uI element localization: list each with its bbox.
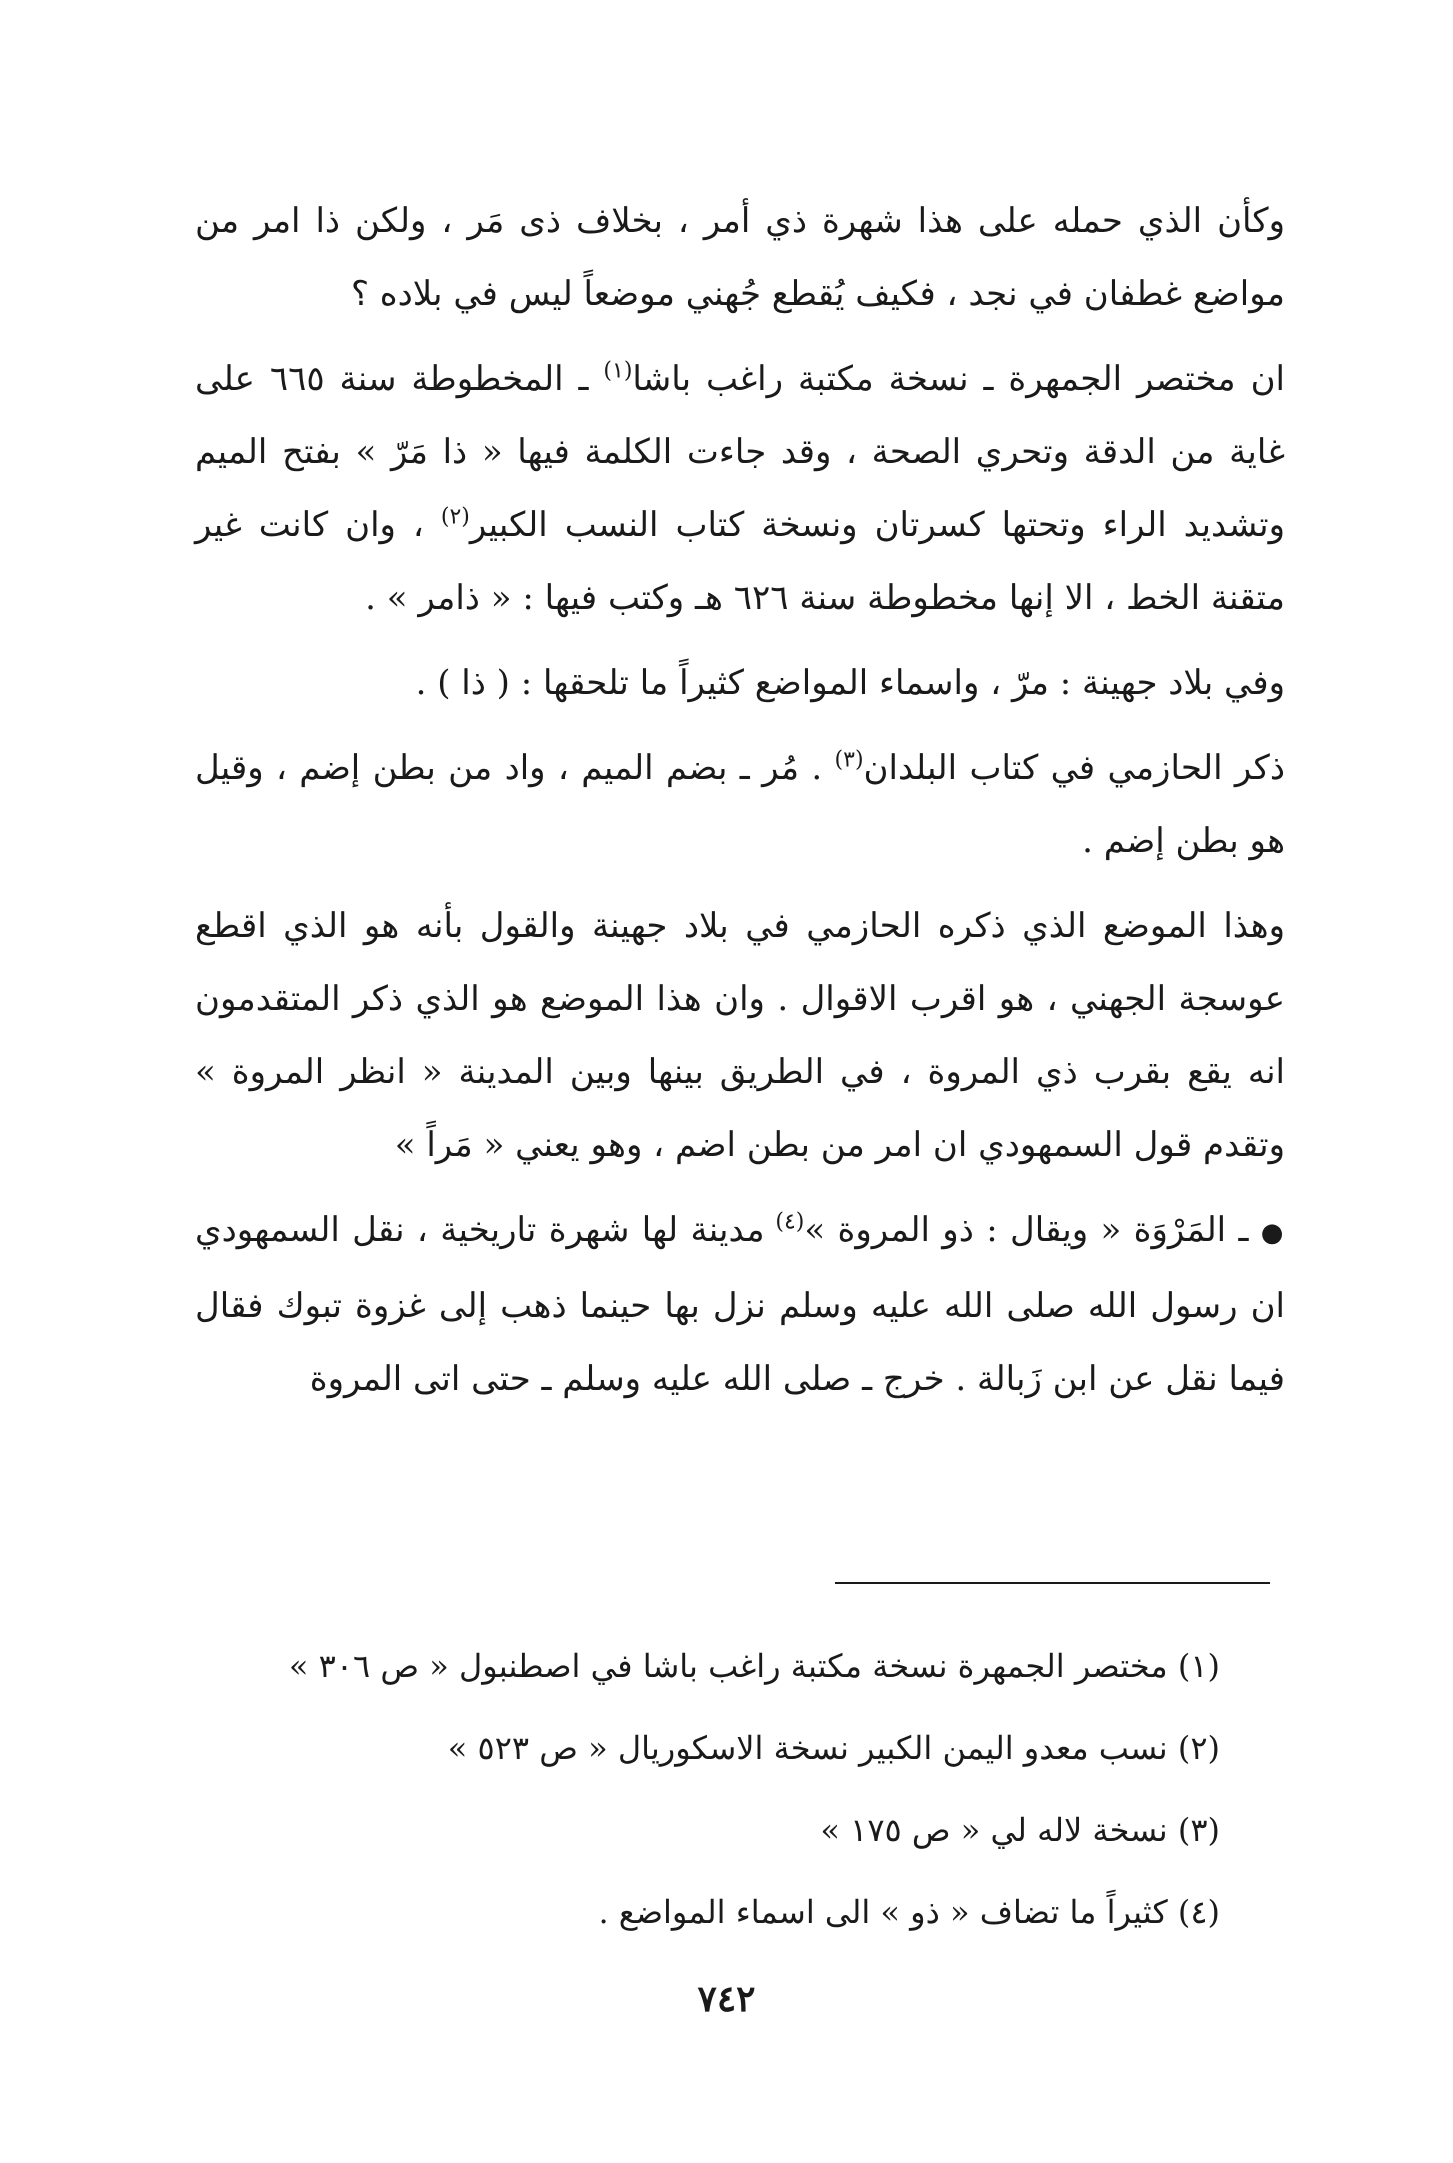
- paragraph-2: [195, 343, 1285, 635]
- paragraph-4-text-b: . مُر ـ بضم الميم ، واد من بطن إضم ، وقيل هو بطن إضم .: [195, 748, 1285, 861]
- paragraph-4: [195, 732, 1285, 878]
- footnote-divider: [835, 1582, 1270, 1584]
- footnote-ref-2: (٢): [440, 504, 470, 530]
- footnote-2: (٢) نسب معدو اليمن الكبير نسخة الاسكوريال « ص ٥٢٣ »: [447, 1729, 1220, 1767]
- footnote-1: (١) مختصر الجمهرة نسخة مكتبة راغب باشا في اصطنبول « ص ٣٠٦ »: [288, 1647, 1220, 1685]
- footnote-ref-4: (٤): [775, 1209, 805, 1235]
- paragraph-6: [195, 1194, 1285, 1416]
- paragraph-2-text-b: ـ المخطوطة سنة ٦٦٥ على غاية من الدقة وتحري الصحة ، وقد جاءت الكلمة فيها « ذا مَرّ » بفتح الميم وتشديد الراء وتحتها كسرتان ونسخة كتاب النسب الكبير: [195, 359, 1286, 545]
- paragraph-2-text-a: ان مختصر الجمهرة ـ نسخة مكتبة راغب باشا: [632, 359, 1285, 399]
- paragraph-3: وفي بلاد جهينة : مرّ ، واسماء المواضع كثيراً ما تلحقها : ( ذا ) .: [415, 663, 1285, 703]
- paragraph-6-text-a: ـ المَرْوَة « ويقال : ذو المروة »: [804, 1210, 1261, 1250]
- main-text: [195, 185, 1285, 1428]
- page-number: ٧٤٢: [697, 1978, 756, 2020]
- footnote-ref-3: (٣): [834, 747, 864, 773]
- paragraph-1: وكأن الذي حمله على هذا شهرة ذي أمر ، بخلاف ذى مَر ، ولكن ذا امر من مواضع غطفان في نجد ، فكيف يُقطع جُهني موضعاً ليس في بلاده ؟: [195, 201, 1285, 314]
- footnote-3: (٣) نسخة لاله لي « ص ١٧٥ »: [820, 1811, 1220, 1849]
- paragraph-2-text-c: ، وان كانت غير متقنة الخط ، الا إنها مخطوطة سنة ٦٢٦ هـ وكتب فيها : « ذامر » .: [195, 505, 1285, 618]
- paragraph-5: وهذا الموضع الذي ذكره الحازمي في بلاد جهينة والقول بأنه هو الذي اقطع عوسجة الجهني ، هو اقرب الاقوال . وان هذا الموضع هو الذي ذكر المتقدمون انه يقع بقرب ذي المروة ، في الطريق بينها وبين المدينة « انظر المروة » وتقدم قول السمهودي ان امر من بطن اضم ، وهو يعني « مَراً »: [195, 906, 1285, 1165]
- footnotes: [195, 1625, 1220, 1953]
- footnote-4: (٤) كثيراً ما تضاف « ذو » الى اسماء المواضع .: [598, 1893, 1220, 1931]
- paragraph-6-text-b: مدينة لها شهرة تاريخية ، نقل السمهودي ان رسول الله صلى الله عليه وسلم نزل بها حينما ذهب إلى غزوة تبوك فقال فيما نقل عن ابن زَبالة . خرج ـ صلى الله عليه وسلم ـ حتى اتى المروة: [195, 1210, 1285, 1399]
- footnote-ref-1: (١): [603, 358, 633, 384]
- bullet-icon: ●: [1260, 1218, 1286, 1248]
- paragraph-4-text-a: ذكر الحازمي في كتاب البلدان: [863, 748, 1286, 788]
